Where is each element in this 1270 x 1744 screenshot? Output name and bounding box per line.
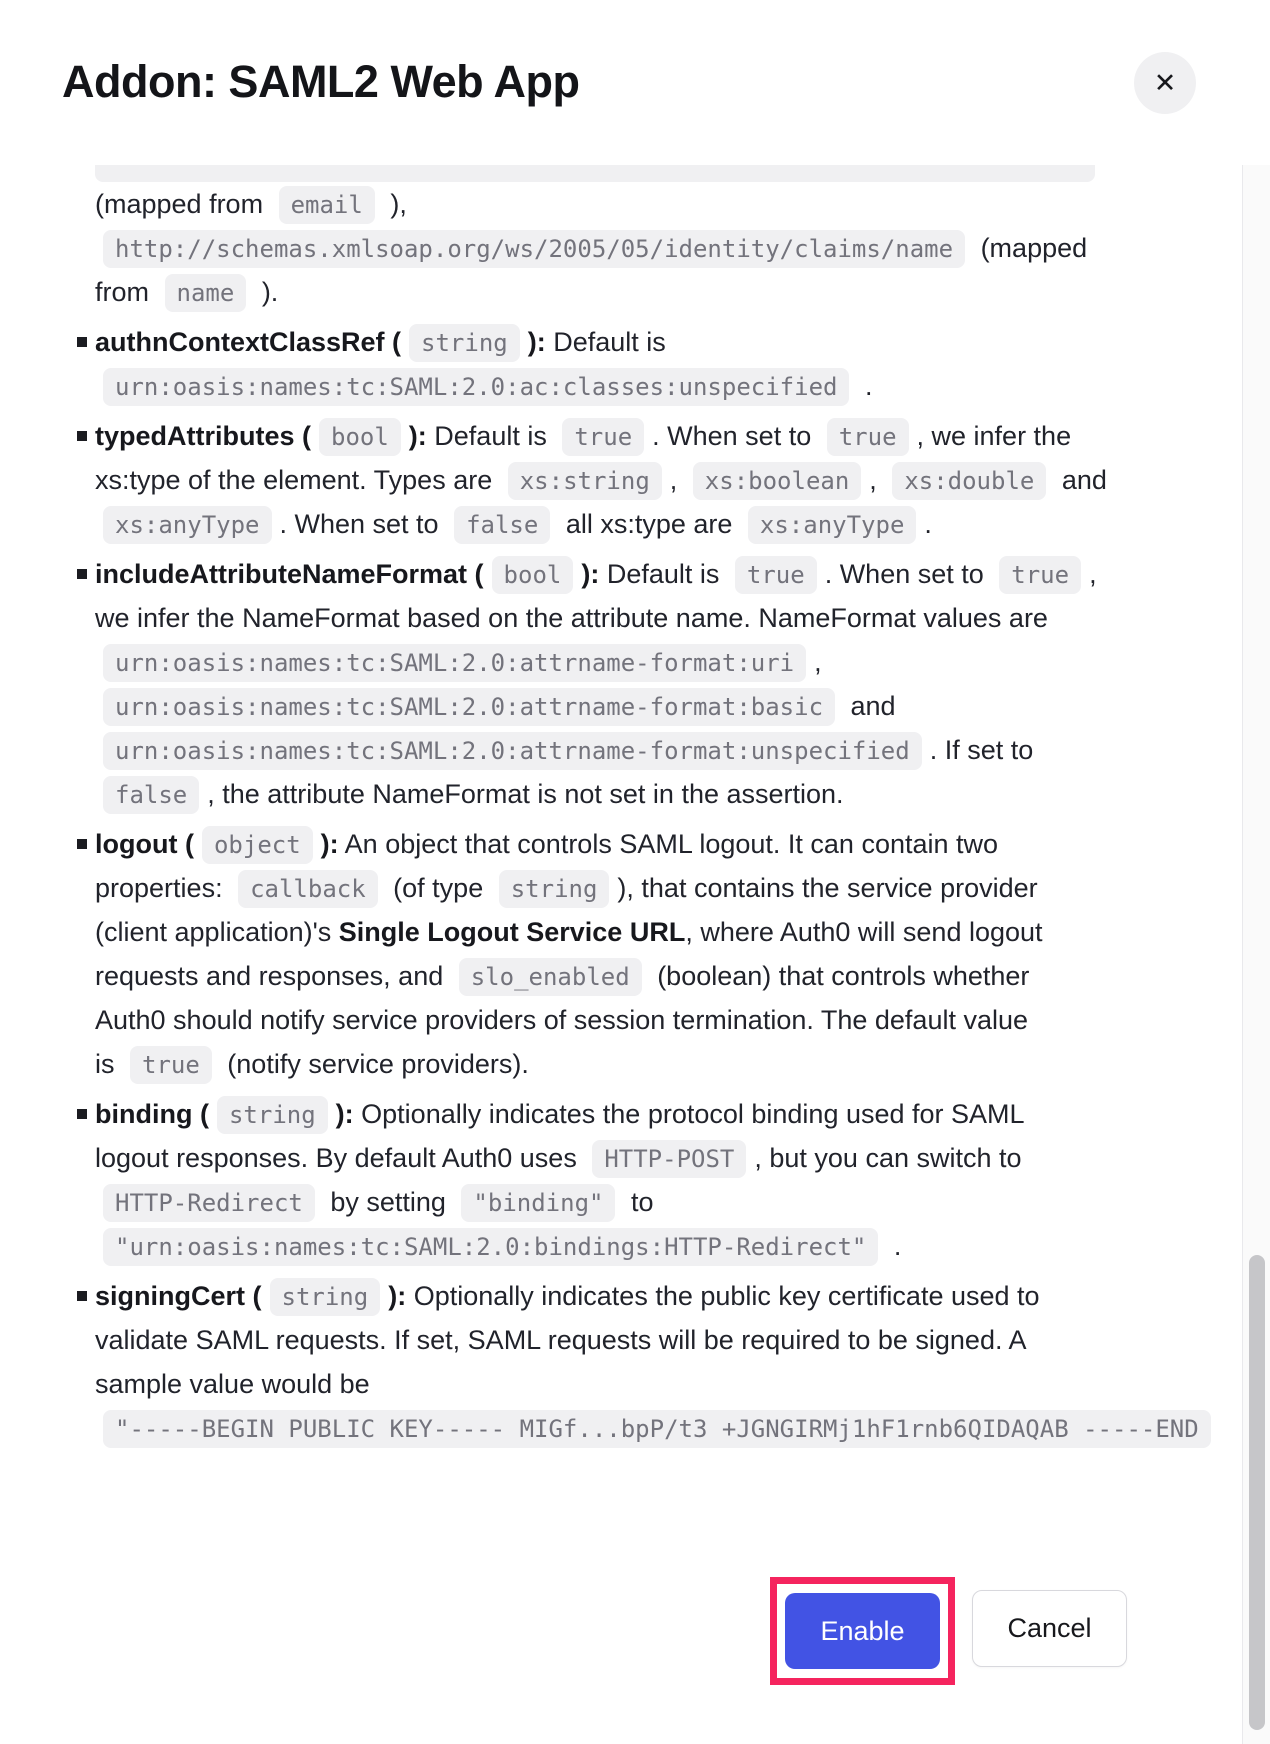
scrollbar-track[interactable] [1242, 165, 1270, 1744]
code-chip: xs:double [892, 462, 1046, 500]
doc-text: and [1054, 465, 1107, 495]
code-chip: object [202, 826, 313, 864]
doc-line [0, 640, 1242, 684]
doc-text: (client application)'s [95, 917, 339, 947]
doc-line [0, 502, 1242, 546]
doc-line [0, 458, 1242, 502]
code-chip: true [562, 418, 644, 456]
doc-text-bold: ): [320, 829, 339, 859]
doc-text: , [814, 647, 822, 677]
code-chip: bool [319, 418, 401, 456]
doc-text-bold: ): [335, 1099, 354, 1129]
doc-text: logout responses. By default Auth0 uses [95, 1143, 585, 1173]
code-chip: urn:oasis:names:tc:SAML:2.0:attrname-format:unspecified [103, 732, 922, 770]
code-chip: slo_enabled [459, 958, 642, 996]
doc-text-bold: ): [581, 559, 600, 589]
doc-text: . When set to [824, 559, 992, 589]
code-chip: http://schemas.xmlsoap.org/ws/2005/05/identity/claims/name [103, 230, 965, 268]
doc-bullet-line [0, 414, 1242, 458]
doc-text: properties: [95, 873, 231, 903]
doc-text: (of type [385, 873, 491, 903]
doc-line [0, 1224, 1242, 1268]
code-chip: bool [492, 556, 574, 594]
doc-line [0, 998, 1242, 1042]
doc-text-bold: authnContextClassRef ( [95, 327, 402, 357]
doc-text: ), that contains the service provider [617, 873, 1038, 903]
doc-text: . [886, 1231, 902, 1261]
code-chip: xs:anyType [103, 506, 272, 544]
doc-text: . [857, 371, 873, 401]
close-button[interactable] [1134, 52, 1196, 114]
doc-text: , we infer the [916, 421, 1072, 451]
doc-text: , where Auth0 will send logout [685, 917, 1043, 947]
doc-text: (notify service providers). [219, 1049, 529, 1079]
doc-line [0, 910, 1242, 954]
doc-text: Default is [599, 559, 727, 589]
doc-text: from [95, 277, 157, 307]
doc-bullet-line [0, 320, 1242, 364]
doc-text-bold: signingCert ( [95, 1281, 262, 1311]
doc-text: , but you can switch to [754, 1143, 1022, 1173]
doc-text: is [95, 1049, 122, 1079]
doc-text: , the attribute NameFormat is not set in the assertion. [207, 779, 844, 809]
doc-text: to [623, 1187, 654, 1217]
doc-line [0, 1180, 1242, 1224]
doc-text-bold: ): [388, 1281, 407, 1311]
doc-text: , [869, 465, 885, 495]
doc-line [0, 1318, 1242, 1362]
code-chip: name [165, 274, 247, 312]
code-chip: true [735, 556, 817, 594]
doc-line [0, 684, 1242, 728]
doc-text: An object that controls SAML logout. It can contain two [338, 829, 999, 859]
code-chip: string [217, 1096, 328, 1134]
doc-text: (mapped [973, 233, 1088, 263]
doc-text-bold: ): [408, 421, 427, 451]
doc-text-bold: includeAttributeNameFormat ( [95, 559, 484, 589]
doc-text: ). [254, 277, 279, 307]
doc-text: by setting [322, 1187, 454, 1217]
code-chip: HTTP-POST [592, 1140, 746, 1178]
code-chip: "-----BEGIN PUBLIC KEY----- MIGf...bpP/t3 +JGNGIRMj1hF1rnb6QIDAQAB -----END [103, 1410, 1211, 1448]
doc-text: requests and responses, and [95, 961, 451, 991]
doc-text-bold: binding ( [95, 1099, 209, 1129]
doc-text-bold: ): [527, 327, 546, 357]
enable-button[interactable]: Enable [785, 1593, 940, 1669]
code-chip: urn:oasis:names:tc:SAML:2.0:ac:classes:unspecified [103, 368, 849, 406]
doc-text: Default is [426, 421, 555, 451]
bullet-icon [77, 1109, 87, 1119]
doc-line [0, 954, 1242, 998]
doc-bullet-line [0, 822, 1242, 866]
doc-text: sample value would be [95, 1369, 370, 1399]
doc-bullet-line [0, 552, 1242, 596]
code-chip: xs:string [508, 462, 662, 500]
doc-text: we infer the NameFormat based on the attribute name. NameFormat values are [95, 603, 1048, 633]
doc-text: and [843, 691, 896, 721]
doc-text: Default is [545, 327, 666, 357]
doc-text: (mapped from [95, 189, 271, 219]
code-chip: "urn:oasis:names:tc:SAML:2.0:bindings:HTTP-Redirect" [103, 1228, 878, 1266]
doc-line [0, 182, 1242, 226]
doc-line [0, 270, 1242, 314]
code-chip: true [827, 418, 909, 456]
doc-line [0, 772, 1242, 816]
bullet-icon [77, 431, 87, 441]
close-icon: ✕ [1153, 67, 1177, 98]
code-chip: true [130, 1046, 212, 1084]
enable-annotation-highlight [770, 1577, 955, 1685]
doc-line [0, 364, 1242, 408]
code-chip-clipped [95, 165, 1095, 182]
scrollbar-thumb[interactable] [1249, 1255, 1265, 1730]
doc-bullet-line [0, 1092, 1242, 1136]
doc-text: . If set to [929, 735, 1034, 765]
doc-text: . When set to [652, 421, 819, 451]
doc-text-bold: logout ( [95, 829, 194, 859]
bullet-icon [77, 1291, 87, 1301]
doc-line [0, 226, 1242, 270]
doc-text: Auth0 should notify service providers of session termination. The default value [95, 1005, 1029, 1035]
modal-title: Addon: SAML2 Web App [62, 56, 580, 107]
code-chip: urn:oasis:names:tc:SAML:2.0:attrname-format:uri [103, 644, 806, 682]
doc-text: all xs:type are [558, 509, 740, 539]
doc-text: xs:type of the element. Types are [95, 465, 500, 495]
doc-text: . When set to [279, 509, 447, 539]
modal-body[interactable] [0, 165, 1242, 1744]
code-chip: true [999, 556, 1081, 594]
bullet-icon [77, 337, 87, 347]
doc-bullet-line [0, 1274, 1242, 1318]
bullet-icon [77, 839, 87, 849]
code-chip: false [454, 506, 550, 544]
doc-text: ), [382, 189, 407, 219]
doc-line [0, 1362, 1242, 1406]
doc-text: , [669, 465, 685, 495]
code-chip: "binding" [461, 1184, 615, 1222]
doc-text: . [924, 509, 932, 539]
doc-text-bold: typedAttributes ( [95, 421, 311, 451]
doc-text: , [1089, 559, 1097, 589]
code-chip: xs:anyType [748, 506, 917, 544]
doc-line [0, 1136, 1242, 1180]
bullet-icon [77, 569, 87, 579]
doc-line [0, 728, 1242, 772]
doc-text: (boolean) that controls whether [649, 961, 1030, 991]
code-chip: string [409, 324, 520, 362]
code-chip: string [270, 1278, 381, 1316]
code-chip: string [499, 870, 610, 908]
code-chip: false [103, 776, 199, 814]
doc-text: Optionally indicates the public key certificate used to [406, 1281, 1040, 1311]
code-chip: HTTP-Redirect [103, 1184, 315, 1222]
code-chip: email [279, 186, 375, 224]
doc-line [0, 1406, 1242, 1450]
code-chip: xs:boolean [693, 462, 862, 500]
doc-line [0, 866, 1242, 910]
doc-text-bold: Single Logout Service URL [338, 917, 686, 947]
code-chip: callback [238, 870, 378, 908]
code-chip: urn:oasis:names:tc:SAML:2.0:attrname-format:basic [103, 688, 835, 726]
doc-text: validate SAML requests. If set, SAML requests will be required to be signed. A [95, 1325, 1027, 1355]
cancel-button[interactable]: Cancel [972, 1590, 1127, 1667]
doc-line [0, 1042, 1242, 1086]
doc-line [0, 596, 1242, 640]
doc-text: Optionally indicates the protocol binding used for SAML [353, 1099, 1025, 1129]
